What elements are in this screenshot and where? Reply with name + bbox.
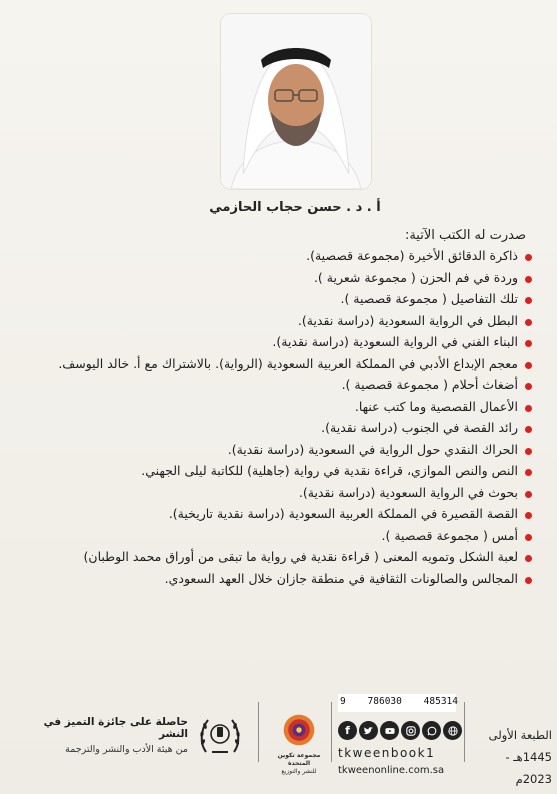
bullet-icon [525, 534, 532, 541]
bullet-icon [525, 577, 532, 584]
twitter-icon[interactable] [359, 721, 378, 740]
books-list [26, 247, 536, 588]
publisher-mark-icon [281, 712, 317, 748]
book-title: المجالس والصالونات الثقافية في منطقة جازان خلال العهد السعودي. [164, 570, 518, 586]
list-item [26, 355, 536, 374]
list-item [26, 247, 536, 266]
bullet-icon [525, 448, 532, 455]
award-subtitle: من هيئة الأدب والنشر والترجمة [65, 744, 188, 755]
book-title: رائد القصة في الجنوب (دراسة نقدية). [321, 420, 518, 435]
footer-divider [331, 702, 332, 762]
book-title: معجم الإبداع الأدبي في المملكة العربية السعودية (الرواية). بالاشتراك مع أ. خالد اليوسف. [58, 355, 518, 371]
social-icons [338, 721, 462, 740]
book-title: الأعمال القصصية وما كتب عنها. [354, 398, 518, 414]
author-name: أ . د . حسن حجاب الحازمي [209, 200, 381, 215]
edition-info [470, 724, 552, 790]
book-title: لعبة الشكل وتمويه المعنى ( قراءة نقدية في رواية ما تبقى من أوراق محمد الوطبان) [83, 549, 518, 564]
book-title: النص والنص الموازي، قراءة نقدية في رواية (جاهلية) للكاتبة ليلى الجهني. [141, 463, 518, 478]
book-title: القصة القصيرة في المملكة العربية السعودية (دراسة نقدية تاريخية). [168, 506, 518, 521]
list-item [26, 505, 536, 524]
instagram-icon[interactable] [401, 721, 420, 740]
bullet-icon [525, 319, 532, 326]
bullet-icon [525, 254, 532, 261]
book-title: الحراك النقدي حول الرواية في السعودية (دراسة نقدية). [227, 441, 518, 457]
website-link[interactable]: tkweenonline.com.sa [338, 765, 445, 776]
books-section [26, 228, 536, 591]
edition-label: الطبعة الأولى [488, 728, 552, 742]
book-title: البناء الفني في الرواية السعودية (دراسة نقدية). [272, 334, 518, 349]
isbn-group-2: 485314 [423, 696, 458, 707]
bullet-icon [525, 512, 532, 519]
list-item [26, 269, 536, 288]
book-title: وردة في فم الحزن ( مجموعة شعرية ). [313, 269, 518, 285]
bullet-icon [525, 340, 532, 347]
bullet-icon [525, 426, 532, 433]
bullet-icon [525, 491, 532, 498]
books-intro: صدرت له الكتب الآتية: [404, 228, 526, 243]
bullet-icon [525, 383, 532, 390]
publisher-logo [272, 712, 326, 774]
globe-icon[interactable] [443, 721, 462, 740]
publisher-name: مجموعة تكوين المتحدة [277, 752, 321, 767]
isbn-group-1: 786030 [367, 696, 402, 707]
footer-divider [464, 702, 465, 762]
laurel-award-icon [196, 712, 244, 760]
book-title: بحوث في الرواية السعودية (دراسة نقدية). [298, 484, 518, 500]
list-item [26, 527, 536, 546]
list-item [26, 398, 536, 417]
bullet-icon [525, 405, 532, 412]
list-item [26, 441, 536, 460]
footer-divider [258, 702, 259, 762]
list-item [26, 548, 536, 567]
edition-year: 1445هـ - 2023م [505, 750, 552, 786]
bullet-icon [525, 276, 532, 283]
list-item [26, 376, 536, 395]
whatsapp-icon[interactable] [422, 721, 441, 740]
book-title: البطل في الرواية السعودية (دراسة نقدية). [297, 312, 518, 328]
book-title: ذاكرة الدقائق الأخيرة (مجموعة قصصية). [306, 248, 518, 263]
isbn-prefix: 9 [340, 696, 346, 707]
author-portrait-image [221, 14, 371, 189]
facebook-icon[interactable]: f [338, 721, 357, 740]
list-item [26, 484, 536, 503]
list-item [26, 312, 536, 331]
bullet-icon [525, 555, 532, 562]
isbn-number [340, 696, 458, 707]
book-title: أضغاث أحلام ( مجموعة قصصية ). [341, 377, 518, 392]
award-text [28, 716, 188, 755]
bullet-icon [525, 362, 532, 369]
list-item [26, 290, 536, 309]
list-item [26, 462, 536, 481]
youtube-icon[interactable] [380, 721, 399, 740]
publisher-tagline: للنشر والتوزيع [281, 768, 317, 775]
book-title: أمس ( مجموعة قصصية ). [381, 527, 518, 543]
book-title: تلك التفاصيل ( مجموعة قصصية ). [340, 291, 518, 306]
social-handle[interactable]: tkweenbook1 [338, 746, 436, 760]
list-item [26, 333, 536, 352]
list-item [26, 419, 536, 438]
award-title: حاصلة على جائزة التميز في النشر [43, 716, 188, 740]
bullet-icon [525, 469, 532, 476]
list-item [26, 570, 536, 589]
author-photo [221, 14, 371, 189]
bullet-icon [525, 297, 532, 304]
